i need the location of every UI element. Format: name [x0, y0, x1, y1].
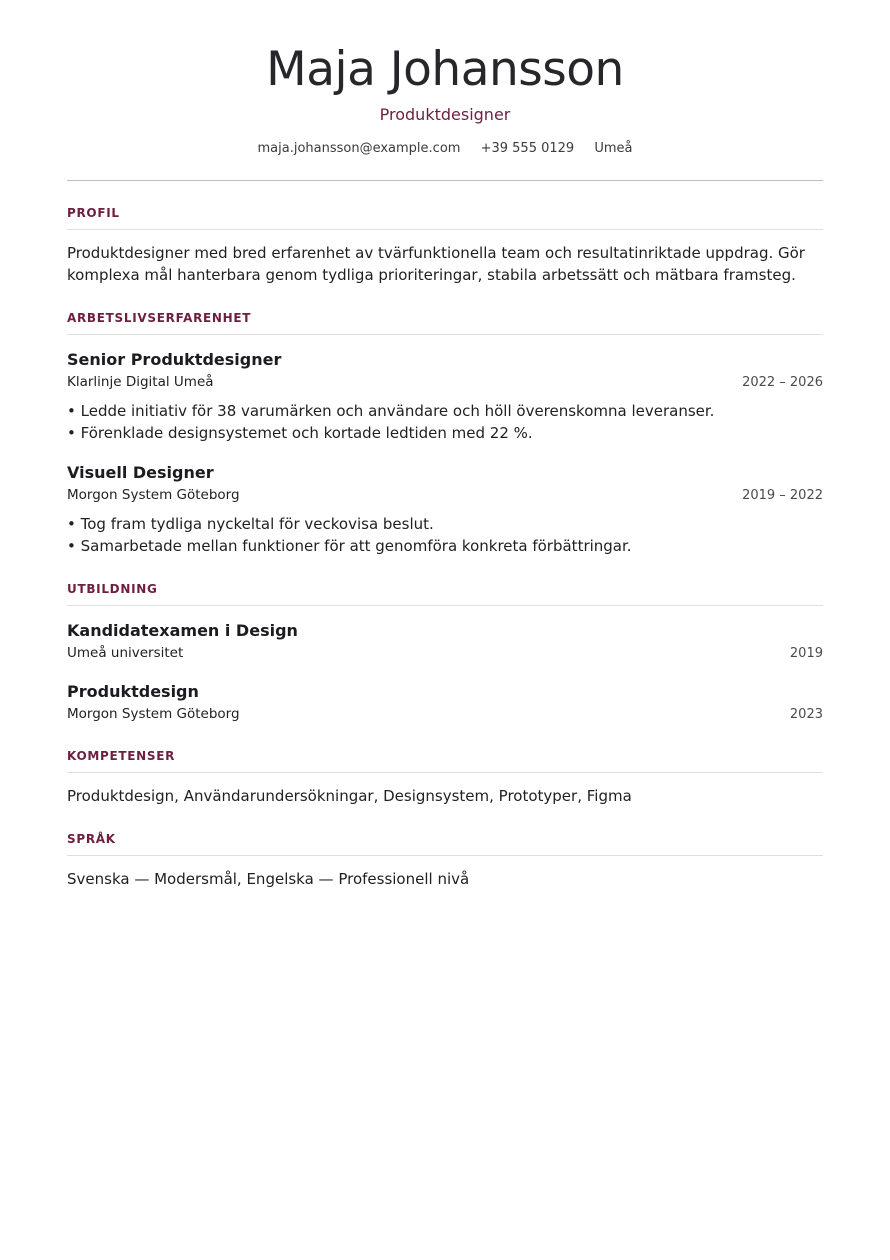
job-role: Senior Produktdesigner — [67, 350, 282, 369]
section-heading-profile: PROFIL — [67, 205, 823, 230]
education-school: Morgon System Göteborg — [67, 706, 240, 722]
job-meta-row — [67, 486, 823, 505]
section-heading-experience: ARBETSLIVSERFARENHET — [67, 310, 823, 335]
contact-email: maja.johansson@example.com — [257, 141, 461, 156]
candidate-name: Maja Johansson — [266, 42, 624, 97]
section-heading-education: UTBILDNING — [67, 581, 823, 606]
job-dates: 2022 – 2026 — [742, 375, 823, 390]
header-divider — [67, 180, 823, 181]
job-bullets — [67, 400, 823, 444]
profile-text: Produktdesigner med bred erfarenhet av tvärfunktionella team och resultatinriktade uppdrag. Gör komplexa mål hanterbara genom tydliga prioriteringar, stabila arbetssätt och mätbara framsteg. — [67, 244, 805, 284]
languages-section — [67, 831, 823, 890]
education-degree: Produktdesign — [67, 682, 199, 701]
job-dates: 2019 – 2022 — [742, 488, 823, 503]
education-year: 2019 — [789, 646, 823, 661]
job-meta-row — [67, 373, 823, 392]
section-heading-skills: KOMPETENSER — [67, 748, 823, 773]
profile-section — [67, 205, 823, 286]
contact-city: Umeå — [594, 141, 633, 156]
experience-section — [67, 310, 823, 557]
skills-text: Produktdesign, Användarundersökningar, Designsystem, Prototyper, Figma — [67, 787, 632, 805]
education-meta-row — [67, 705, 823, 724]
education-section — [67, 581, 823, 724]
experience-entry — [67, 349, 823, 444]
education-degree: Kandidatexamen i Design — [67, 621, 298, 640]
resume-header — [67, 0, 823, 181]
education-entry — [67, 620, 823, 663]
skills-section — [67, 748, 823, 807]
job-role: Visuell Designer — [67, 463, 214, 482]
job-bullet: • Samarbetade mellan funktioner för att genomföra konkreta förbättringar. — [67, 535, 823, 557]
education-school: Umeå universitet — [67, 645, 184, 661]
experience-entry — [67, 462, 823, 557]
candidate-title: Produktdesigner — [379, 105, 511, 124]
job-bullet: • Förenklade designsystemet och kortade ledtiden med 22 %. — [67, 422, 823, 444]
job-bullet: • Ledde initiativ för 38 varumärken och användare och höll överenskomna leveranser. — [67, 400, 823, 422]
section-heading-languages: SPRÅK — [67, 831, 823, 856]
education-meta-row — [67, 644, 823, 663]
education-year: 2023 — [789, 707, 823, 722]
contact-line — [67, 140, 823, 158]
education-entry — [67, 681, 823, 724]
languages-text: Svenska — Modersmål, Engelska — Professionell nivå — [67, 870, 470, 888]
job-organization: Klarlinje Digital Umeå — [67, 374, 214, 390]
job-bullets — [67, 513, 823, 557]
contact-phone: +39 555 0129 — [480, 141, 575, 156]
job-organization: Morgon System Göteborg — [67, 487, 240, 503]
job-bullet: • Tog fram tydliga nyckeltal för veckovisa beslut. — [67, 513, 823, 535]
